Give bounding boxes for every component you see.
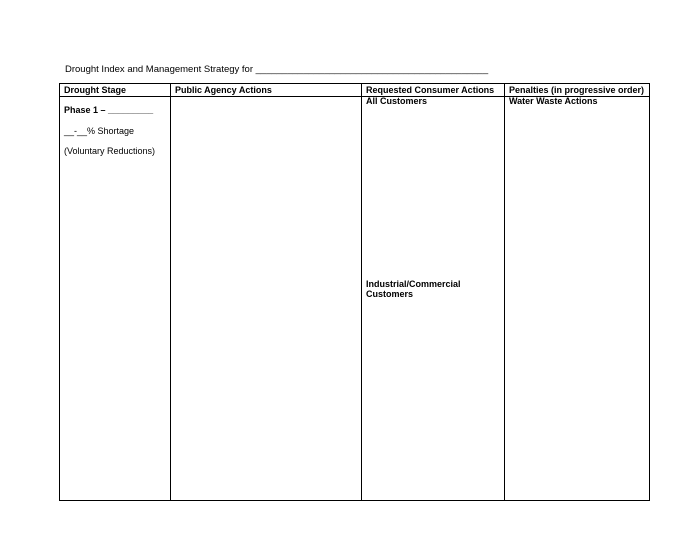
all-customers-label: All Customers [366, 96, 428, 106]
drought-strategy-table [59, 83, 650, 501]
column-divider-3 [504, 84, 505, 500]
column-divider-2 [361, 84, 362, 500]
header-drought-stage: Drought Stage [64, 85, 126, 95]
document-title: Drought Index and Management Strategy for ____________________________________________ [65, 64, 489, 75]
voluntary-reductions-label: (Voluntary Reductions) [64, 146, 156, 156]
header-public-agency-actions: Public Agency Actions [175, 85, 272, 95]
phase-label: Phase 1 – _________ [64, 105, 154, 115]
header-penalties: Penalties (in progressive order) [509, 85, 645, 95]
industrial-customers-label: Customers [366, 289, 414, 299]
column-divider-1 [170, 84, 171, 500]
shortage-label: __-__% Shortage [64, 126, 135, 136]
industrial-commercial-label: Industrial/Commercial [366, 279, 461, 289]
water-waste-actions-label: Water Waste Actions [509, 96, 598, 106]
header-requested-consumer-actions: Requested Consumer Actions [366, 85, 495, 95]
